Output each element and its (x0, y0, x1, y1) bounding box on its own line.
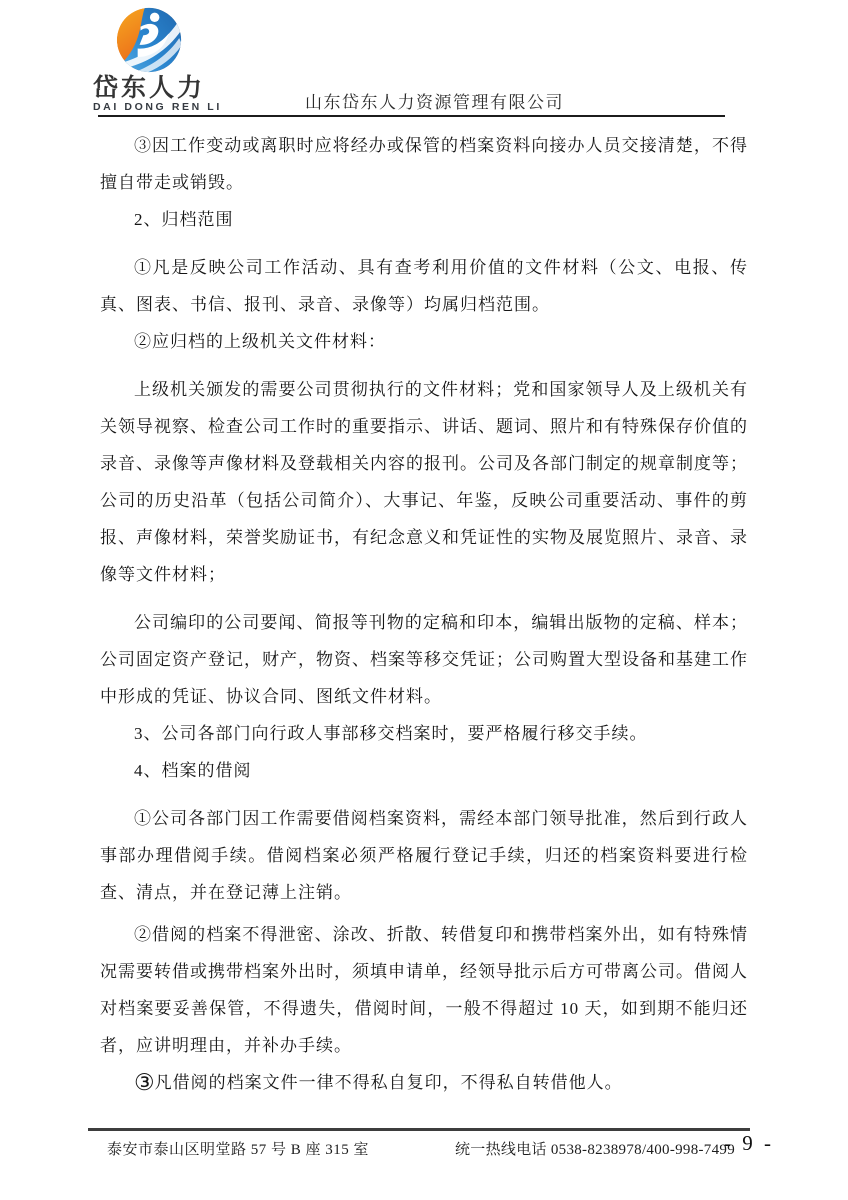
paragraph: ②借阅的档案不得泄密、涂改、折散、转借复印和携带档案外出，如有特殊情况需要转借或携带档案外出时，须填申请单，经领导批示后方可带离公司。借阅人对档案要妥善保管，不得遗失，借阅时间，一般不得超过 10 天，如到期不能归还者，应讲明理由，并补办手续。 (100, 925, 748, 1055)
company-logo (93, 6, 243, 114)
paragraph: ①凡是反映公司工作活动、具有查考利用价值的文件材料（公文、电报、传真、图表、书信、报刊、录音、录像等）均属归档范围。 (100, 258, 748, 314)
paragraph: ②应归档的上级机关文件材料： (134, 332, 386, 351)
circled-number-marker: ③ (134, 1070, 155, 1095)
footer-hotline: 统一热线电话 0538-8238978/400-998-7499 (455, 1142, 736, 1158)
paragraph: 3、公司各部门向行政人事部移交档案时，要严格履行移交手续。 (134, 724, 648, 743)
paragraph: ③因工作变动或离职时应将经办或保管的档案资料向接办人员交接清楚，不得擅自带走或销毁。 (100, 136, 748, 192)
paragraph-text: 凡借阅的档案文件一律不得私自复印，不得私自转借他人。 (154, 1073, 623, 1092)
company-name: 山东岱东人力资源管理有限公司 (305, 93, 564, 112)
section-heading: 2、归档范围 (134, 210, 234, 229)
section-heading: 4、档案的借阅 (134, 761, 252, 780)
logo-english-text: DAI DONG REN LI (93, 101, 222, 113)
page-number: - 9 - (724, 1131, 774, 1155)
paragraph: 公司编印的公司要闻、简报等刊物的定稿和印本，编辑出版物的定稿、样本；公司固定资产登记，财产，物资、档案等移交凭证；公司购置大型设备和基建工作中形成的凭证、协议合同、图纸文件材料。 (100, 613, 748, 706)
paragraph: 上级机关颁发的需要公司贯彻执行的文件材料；党和国家领导人及上级机关有关领导视察、检查公司工作时的重要指示、讲话、题词、照片和有特殊保存价值的录音、录像等声像材料及登载相关内容的报刊。公司及各部门制定的规章制度等；公司的历史沿革（包括公司简介）、大事记、年鉴，反映公司重要活动、事件的剪报、声像材料，荣誉奖励证书，有纪念意义和凭证性的实物及展览照片、录音、录像等文件材料； (100, 380, 748, 584)
logo-chinese-text: 岱东人力 (93, 74, 206, 102)
paragraph: ①公司各部门因工作需要借阅档案资料，需经本部门领导批准，然后到行政人事部办理借阅手续。借阅档案必须严格履行登记手续，归还的档案资料要进行检查、清点，并在登记薄上注销。 (100, 809, 748, 902)
footer-divider (88, 1128, 750, 1131)
paragraph (100, 1064, 748, 1101)
page-header (0, 6, 848, 116)
footer-address: 泰安市泰山区明堂路 57 号 B 座 315 室 (107, 1142, 370, 1158)
document-body (100, 127, 748, 1101)
logo-mark-icon (115, 6, 183, 74)
header-divider (98, 115, 725, 117)
